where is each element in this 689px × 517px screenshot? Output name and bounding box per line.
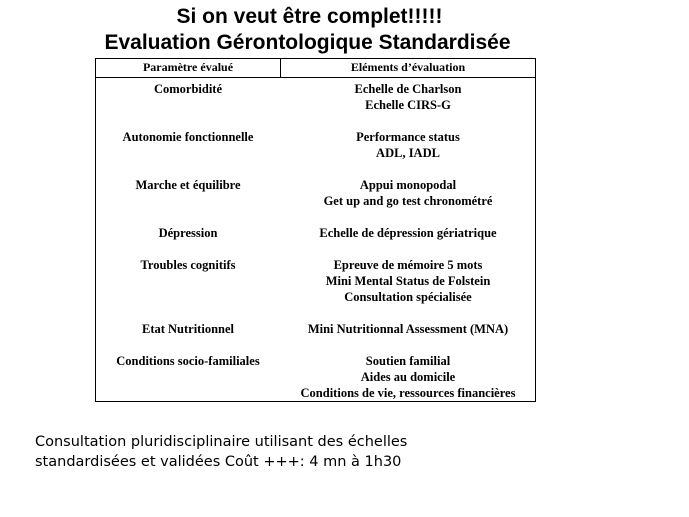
row-param-marche: Marche et équilibre xyxy=(135,178,241,192)
header-parameter: Paramètre évalué xyxy=(142,60,234,74)
row-param-autonomie: Autonomie fonctionnelle xyxy=(122,130,254,144)
row-element: Echelle CIRS-G xyxy=(365,98,451,112)
header-elements: Eléments d’évaluation xyxy=(350,60,466,74)
row-element: Performance status xyxy=(356,130,460,144)
row-element: Consultation spécialisée xyxy=(344,290,472,304)
row-param-troubles-cognitifs: Troubles cognitifs xyxy=(140,258,236,272)
title-line-1: Si on veut être complet!!!!! xyxy=(176,5,443,28)
row-element: Get up and go test chronométré xyxy=(323,194,493,208)
row-element: Mini Mental Status de Folstein xyxy=(325,274,491,288)
row-element: Conditions de vie, ressources financières xyxy=(300,386,516,400)
title-line-2: Evaluation Gérontologique Standardisée xyxy=(104,31,511,54)
row-element: ADL, IADL xyxy=(376,146,440,160)
footer-line-2: standardisées et validées Coût +++: 4 mn à 1h30 xyxy=(35,454,402,470)
row-element: Mini Nutritionnal Assessment (MNA) xyxy=(307,322,509,336)
row-element: Epreuve de mémoire 5 mots xyxy=(333,258,483,272)
evaluation-table xyxy=(95,58,536,402)
row-element: Echelle de Charlson xyxy=(354,82,462,96)
table-header xyxy=(96,59,535,78)
row-element: Soutien familial xyxy=(365,354,451,368)
row-param-nutrition: Etat Nutritionnel xyxy=(141,322,234,336)
row-param-depression: Dépression xyxy=(158,226,218,240)
row-element: Appui monopodal xyxy=(359,178,457,192)
row-element: Echelle de dépression gériatrique xyxy=(319,226,497,240)
footer-line-1: Consultation pluridisciplinaire utilisant des échelles xyxy=(35,434,408,450)
footer-note xyxy=(35,432,407,472)
row-param-comorbidite: Comorbidité xyxy=(153,82,223,96)
row-element: Aides au domicile xyxy=(360,370,456,384)
row-param-socio-familiales: Conditions socio-familiales xyxy=(116,354,260,368)
